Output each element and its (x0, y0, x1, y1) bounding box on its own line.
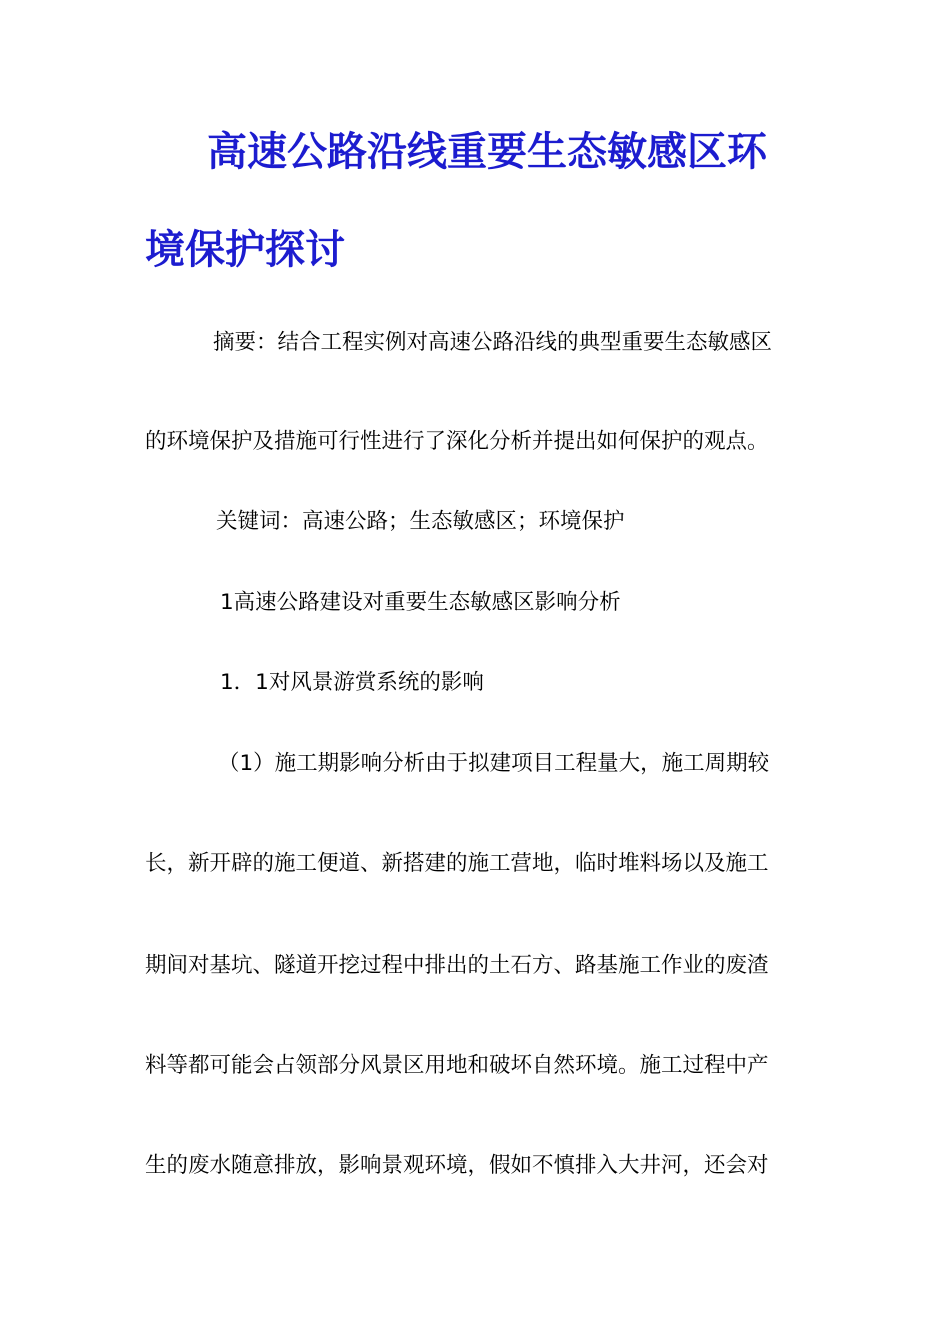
paragraph-line: 长，新开辟的施工便道、新搭建的施工营地，临时堆料场以及施工 (145, 851, 769, 876)
paragraph-line: 生的废水随意排放，影响景观环境，假如不慎排入大井河，还会对 (145, 1153, 769, 1178)
document-title-line-2: 境保护探讨 (145, 227, 345, 273)
section-1-1-heading: 1．1对风景游赏系统的影响 (220, 670, 484, 695)
document-title-line-1: 高速公路沿线重要生态敏感区环 (207, 129, 767, 175)
paragraph-line: （1）施工期影响分析由于拟建项目工程量大，施工周期较 (218, 751, 770, 776)
keywords-line: 关键词：高速公路；生态敏感区；环境保护 (216, 509, 625, 534)
abstract-line-1: 摘要：结合工程实例对高速公路沿线的典型重要生态敏感区 (213, 330, 773, 355)
paragraph-line: 期间对基坑、隧道开挖过程中排出的土石方、路基施工作业的废渣 (145, 953, 769, 978)
abstract-line-2: 的环境保护及措施可行性进行了深化分析并提出如何保护的观点。 (145, 429, 769, 454)
paragraph-line: 料等都可能会占领部分风景区用地和破坏自然环境。施工过程中产 (145, 1053, 769, 1078)
section-1-heading: 1高速公路建设对重要生态敏感区影响分析 (220, 590, 621, 615)
